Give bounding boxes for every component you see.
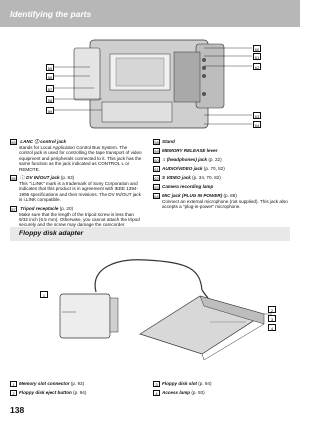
part-item-58: 58 Stand [154, 139, 175, 145]
callout-60: 60 [254, 47, 260, 52]
parts-right-column [153, 139, 291, 213]
headphones-icon: ♫ [162, 157, 166, 163]
floppy-section-header [10, 227, 290, 241]
part-description: stands for Local Application Control Bus System. The control jack is used for controlling the tape transport of video equipment and peripherals connected to it. This jack has the same function as the jack indicated as CONTROL L or REMOTE. [19, 145, 142, 172]
floppy-item-1: 1 Memory slot connector (p. 93) [10, 381, 150, 387]
part-item-61: 61 AUDIO/VIDEO jack (p. 70, 82) [154, 166, 225, 172]
part-title: Tripod receptacle [20, 205, 59, 211]
part-item-64: 64 MIC jack (PLUG IN POWER) (p. 88) Connect an external microphone (not supplied). This jack also accepts a "plug-in-power" microphone. [153, 193, 291, 210]
floppy-section-title: Floppy disk adapter [19, 230, 84, 237]
callout-62: 62 [254, 65, 260, 70]
part-item-60: 60 ♫ (headphones) jack (p. 22) [154, 157, 222, 163]
part-item-55: 55 LANC ⓛ control jack stands for Local Application Control Bus System. The control jack is used for controlling the tape transport of video equipment and peripherals connected to it. This jack has the same function as the jack indicated as CONTROL L or REMOTE. [11, 139, 142, 172]
page-number: 138 [10, 405, 25, 415]
floppy-callout-4: 4 [268, 324, 276, 331]
part-description: This "i.LINK" mark is a trademark of Sony Corporation and indicates that this product is in agreement with IEEE 1394-1995 specifications and their revisions. The DV IN/OUT jack is i.LINK compatible. [19, 181, 141, 203]
page-header [0, 0, 300, 27]
camcorder-illustration [54, 38, 264, 132]
lanc-icon: ⓛ [34, 139, 39, 145]
part-title: LANC ⓛ control jack [20, 139, 66, 145]
floppy-parts-right [153, 381, 291, 399]
callout-59: 59 [47, 109, 53, 114]
floppy-item-2: 2 Floppy disk eject button (p. 94) [10, 390, 150, 396]
part-item-62: 62 S VIDEO jack (p. 34, 70, 82) [154, 175, 221, 181]
part-description: Connect an external microphone (not supplied). This jack also accepts a "plug-in-power" microphone. [162, 199, 288, 210]
part-item-59: 59 MEMORY RELEASE lever [154, 148, 218, 154]
callout-63: 63 [254, 114, 260, 119]
callout-64: 64 [254, 123, 260, 128]
floppy-callout-1: 1 [40, 291, 48, 298]
callout-55: 55 [47, 66, 53, 71]
page-title: Identifying the parts [10, 9, 92, 19]
floppy-callout-3: 3 [268, 315, 276, 322]
floppy-item-4: 4 Access lamp (p. 93) [153, 390, 291, 396]
part-description: Make sure that the length of the tripod screw is less than 9/32 inch (6.5 mm). Otherwise, you cannot attach the tripod securely and the screw may damage the camcorder. [19, 211, 140, 228]
floppy-callout-2: 2 [268, 306, 276, 313]
part-title: DV IN/OUT jack [26, 175, 60, 181]
floppy-parts-left [10, 381, 150, 399]
part-item-56: 56 ⓘ DV IN/OUT jack (p. 83) This "i.LINK" mark is a trademark of Sony Corporation and indicates that this product is in agreement with IEEE 1394-1995 specifications and their revisions. The DV IN/OUT jack is i.LINK compatible. [11, 175, 141, 203]
floppy-adapter-illustration [50, 250, 280, 375]
callout-57: 57 [47, 87, 53, 92]
part-item-63: 63 Camera recording lamp [154, 184, 214, 190]
part-item-57: 57 Tripod receptacle (p. 20) Make sure that the length of the tripod screw is less than 9/32 inch (6.5 mm). Otherwise, you cannot attach the tripod securely and the screw may damage the camcorder. [10, 206, 142, 228]
floppy-item-3: 3 Floppy disk slot (p. 94) [153, 381, 291, 387]
ilink-icon: ⓘ [20, 175, 25, 181]
parts-left-column [10, 139, 142, 231]
callout-61: 61 [254, 55, 260, 60]
callout-58: 58 [47, 98, 53, 103]
callout-56: 56 [47, 75, 53, 80]
